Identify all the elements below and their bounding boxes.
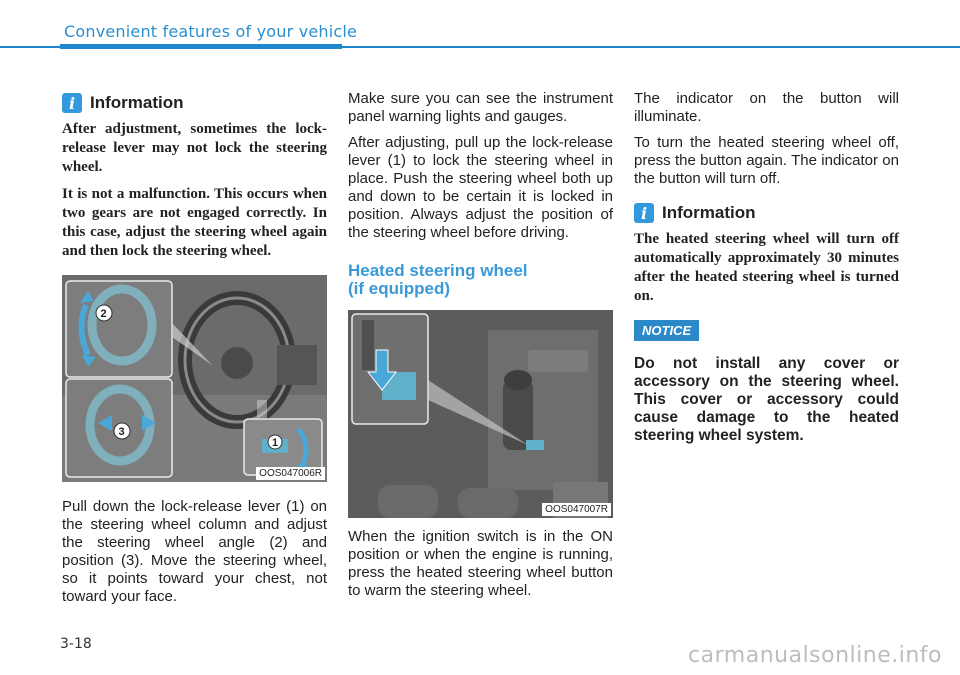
column-2 bbox=[348, 90, 613, 608]
section-title bbox=[348, 262, 613, 298]
column-3 bbox=[634, 90, 899, 445]
info-heading bbox=[62, 90, 327, 116]
callout-3: 3 bbox=[118, 426, 125, 438]
callout-2: 2 bbox=[100, 308, 107, 320]
body-text bbox=[348, 90, 613, 242]
body-paragraph: Make sure you can see the instrument panel warning lights and gauges. bbox=[348, 90, 613, 125]
info-paragraph: The heated steering wheel will turn off automatically approximately 30 minutes after the heated steering wheel is turned on. bbox=[634, 231, 899, 304]
section-title-line: (if equipped) bbox=[348, 279, 450, 298]
body-paragraph: The indicator on the button will illuminate. bbox=[634, 90, 899, 125]
steering-adjust-figure bbox=[62, 275, 327, 482]
body-paragraph: Pull down the lock-release lever (1) on the steering wheel column and adjust the steering wheel angle (2) and position (3). Move the steering wheel, so it points toward your chest, not toward your face. bbox=[62, 498, 327, 605]
body-paragraph: When the ignition switch is in the ON position or when the engine is running, press the heated steering wheel button to warm the steering wheel. bbox=[348, 528, 613, 599]
info-body bbox=[62, 120, 327, 261]
header-tab-accent bbox=[60, 44, 342, 49]
section-title-line: Heated steering wheel bbox=[348, 261, 528, 280]
notice-badge: NOTICE bbox=[634, 320, 699, 341]
callout-1: 1 bbox=[272, 437, 279, 449]
figure-code: OOS047007R bbox=[542, 503, 611, 516]
info-title: Information bbox=[662, 203, 756, 222]
info-icon: i bbox=[62, 93, 82, 113]
body-text bbox=[634, 90, 899, 188]
body-paragraph: To turn the heated steering wheel off, press the button again. The indicator on the button will turn off. bbox=[634, 134, 899, 187]
figure-code: OOS047006R bbox=[256, 467, 325, 480]
chapter-title: Convenient features of your vehicle bbox=[64, 22, 358, 41]
info-paragraph: After adjustment, sometimes the lock-release lever may not lock the steering wheel. bbox=[62, 121, 327, 175]
heated-wheel-illustration bbox=[348, 310, 613, 518]
heated-wheel-figure bbox=[348, 310, 613, 518]
info-icon: i bbox=[634, 203, 654, 223]
column-1 bbox=[62, 90, 327, 614]
info-paragraph: It is not a malfunction. This occurs when two gears are not engaged correctly. In this case, adjust the steering wheel again and then lock the steering wheel. bbox=[62, 186, 327, 259]
body-text bbox=[62, 498, 327, 606]
info-body bbox=[634, 230, 899, 306]
body-paragraph: After adjusting, pull up the lock-release lever (1) to lock the steering wheel in place. Push the steering wheel both up and down to be certain it is locked in position. Always adjust the position of the steering wheel before driving. bbox=[348, 134, 613, 241]
page-number: 3-18 bbox=[60, 636, 92, 652]
body-text bbox=[348, 528, 613, 600]
info-heading bbox=[634, 200, 899, 226]
info-title: Information bbox=[90, 93, 184, 112]
watermark: carmanualsonline.info bbox=[688, 643, 942, 668]
notice-body: Do not install any cover or accessory on the steering wheel. This cover or accessory could cause damage to the heated steering wheel system. bbox=[634, 355, 899, 444]
steering-adjust-illustration bbox=[62, 275, 327, 482]
